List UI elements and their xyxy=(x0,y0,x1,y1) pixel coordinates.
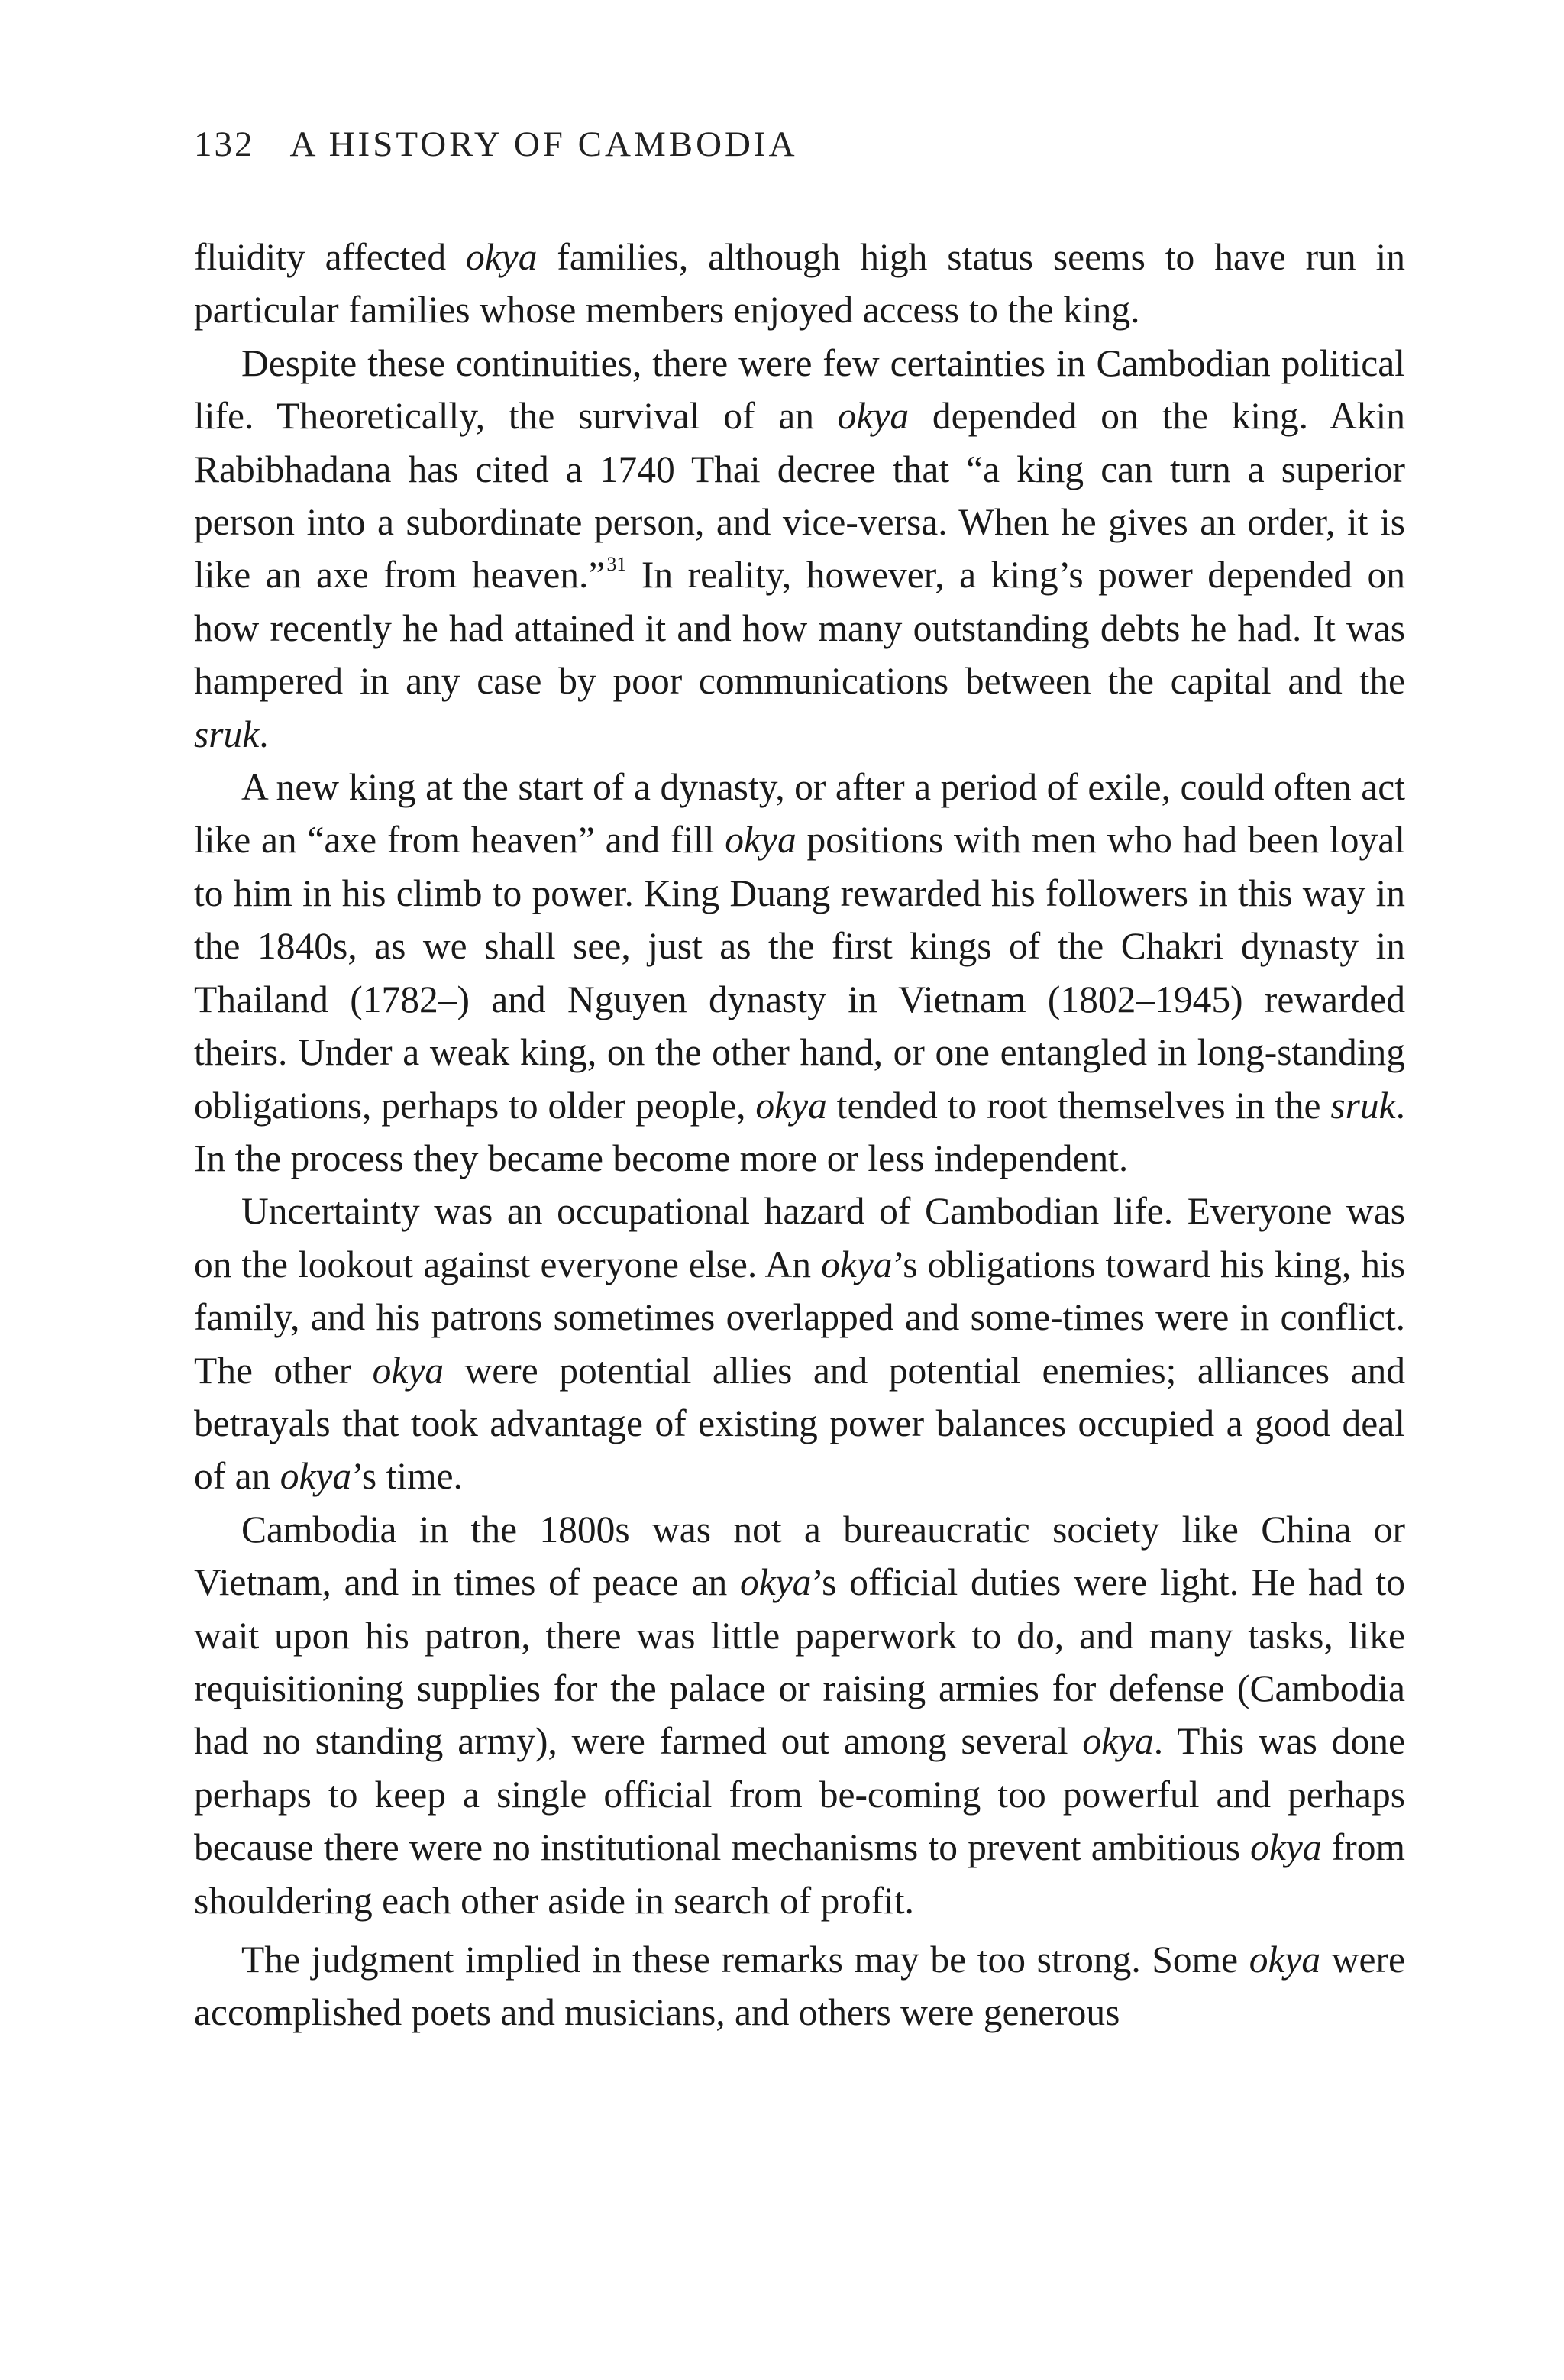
italic-term: okya xyxy=(1082,1720,1154,1763)
italic-term: sruk xyxy=(1330,1084,1396,1127)
paragraph xyxy=(194,337,1405,761)
text-run: positions with men who had been loyal to him in his climb to power. King Duang rewarded his followers in this way in the 1840s, as we shall see, just as the first kings of the Chakri dynasty in Thailand (1782–) and Nguyen dynasty in Vietnam (1802–1945) rewarded theirs. Under a weak king, on the other hand, or one entangled in long-standing obligations, perhaps to older people, xyxy=(194,819,1405,1127)
italic-term: okya xyxy=(1249,1939,1321,1981)
italic-term: okya xyxy=(755,1084,827,1127)
text-run: ’s time. xyxy=(351,1455,463,1498)
running-head xyxy=(194,124,798,164)
text-run: ’s obligations toward his king, his family, and his patrons sometimes overlapped and some-times were in conflict. The other xyxy=(194,1243,1406,1392)
text-run: . This was done perhaps to keep a single official from be-coming too powerful and perhaps because there were no institutional mechanisms to prevent ambitious xyxy=(194,1720,1406,1869)
text-run: ’s official duties were light. He had to wait upon his patron, there was little paperwork to do, and many tasks, like requisitioning supplies for the palace or raising armies for defense (Cambodia had no standing army), were farmed out among several xyxy=(194,1561,1406,1763)
text-run: . In the process they became become more or less independent. xyxy=(194,1084,1406,1179)
footnote-marker: 31 xyxy=(606,553,627,576)
body-text xyxy=(194,231,1405,2039)
text-run: In reality, however, a king’s power depended on how recently he had attained it and how many outstanding debts he had. It was hampered in any case by poor communications between the capital and the xyxy=(194,554,1405,703)
italic-term: okya xyxy=(725,819,797,862)
italic-term: okya xyxy=(1250,1826,1322,1869)
italic-term: okya xyxy=(466,236,538,278)
italic-term: okya xyxy=(837,395,910,438)
text-run: were accomplished poets and musicians, and others were generous xyxy=(194,1939,1405,2034)
text-run: tended to root themselves in the xyxy=(826,1084,1331,1127)
italic-term: okya xyxy=(280,1455,352,1498)
text-run: fluidity affected xyxy=(194,236,467,278)
italic-term: okya xyxy=(739,1561,812,1604)
text-run: A new king at the start of a dynasty, or after a period of exile, could often act like an “axe from heaven” and fill xyxy=(194,766,1405,862)
paragraph xyxy=(194,1933,1405,2039)
italic-term: okya xyxy=(821,1243,893,1285)
paragraph xyxy=(194,231,1405,337)
text-run: Cambodia in the 1800s was not a bureaucratic society like China or Vietnam, and in times of peace an xyxy=(194,1508,1405,1604)
text-run: depended on the king. Akin Rabibhadana has cited a 1740 Thai decree that “a king can turn a superior person into a subordinate person, and vice-versa. When he gives an order, it is like an axe from heaven.” xyxy=(194,395,1405,597)
italic-term: sruk xyxy=(194,713,260,755)
italic-term: okya xyxy=(372,1349,444,1392)
page-number: 132 xyxy=(194,124,255,164)
paragraph xyxy=(194,1503,1405,1927)
book-title: A HISTORY OF CAMBODIA xyxy=(289,124,798,164)
text-run: were potential allies and potential enemies; alliances and betrayals that took advantage of existing power balances occupied a good deal of an xyxy=(194,1349,1405,1498)
text-run: The judgment implied in these remarks may be too strong. Some xyxy=(241,1939,1249,1981)
text-run: Despite these continuities, there were few certainties in Cambodian political life. Theoretically, the survival of an xyxy=(194,341,1405,438)
text-run: Uncertainty was an occupational hazard of Cambodian life. Everyone was on the lookout against everyone else. An xyxy=(194,1190,1405,1285)
text-run: . xyxy=(259,713,269,755)
paragraph xyxy=(194,761,1405,1185)
paragraph xyxy=(194,1185,1405,1502)
text-run: families, although high status seems to have run in particular families whose members enjoyed access to the king. xyxy=(194,236,1405,331)
text-run: from shouldering each other aside in search of profit. xyxy=(194,1826,1405,1922)
